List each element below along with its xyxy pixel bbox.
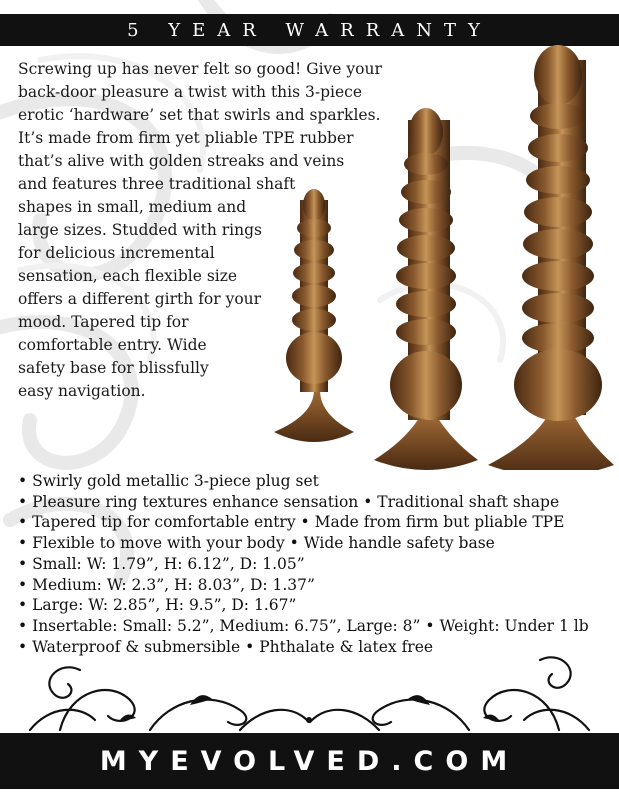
description-line: It’s made from firm yet pliable TPE rubber xyxy=(18,129,354,147)
feature-item: • Flexible to move with your body • Wide handle safety base xyxy=(18,534,495,553)
description-line: mood. Tapered tip for xyxy=(18,313,189,331)
description-line: for delicious incremental xyxy=(18,244,215,262)
description-line: Screwing up has never felt so good! Give your xyxy=(18,60,382,78)
feature-item: • Pleasure ring textures enhance sensation • Traditional shaft shape xyxy=(18,492,560,511)
feature-item: • Swirly gold metallic 3-piece plug set xyxy=(18,472,319,490)
feature-item: • Medium: W: 2.3”, H: 8.03”, D: 1.37” xyxy=(18,575,315,594)
description-line: comfortable entry. Wide xyxy=(18,336,207,354)
description-line: sensation, each flexible size xyxy=(18,267,238,285)
small-plug xyxy=(274,189,354,442)
product-image xyxy=(266,40,619,470)
description-line: offers a different girth for your xyxy=(18,290,262,308)
flourish-ornament xyxy=(0,650,619,732)
feature-item: • Large: W: 2.85”, H: 9.5”, D: 1.67” xyxy=(18,596,297,615)
medium-plug xyxy=(374,108,478,470)
description-line: erotic ‘hardware’ set that swirls and sparkles. xyxy=(18,106,381,124)
feature-item: • Small: W: 1.79”, H: 6.12”, D: 1.05” xyxy=(18,554,305,573)
warranty-banner: 5 YEAR WARRANTY xyxy=(0,14,619,46)
description-line: large sizes. Studded with rings xyxy=(18,221,262,239)
feature-item: • Insertable: Small: 5.2”, Medium: 6.75”, Large: 8” • Weight: Under 1 lb xyxy=(18,616,589,635)
description-line: shapes in small, medium and xyxy=(18,198,247,216)
feature-item: • Waterproof & submersible • Phthalate & latex free xyxy=(18,637,434,656)
feature-list xyxy=(18,471,613,657)
description-line: that’s alive with golden streaks and veins xyxy=(18,152,345,170)
website-banner: MYEVOLVED.COM xyxy=(0,733,619,789)
feature-item: • Tapered tip for comfortable entry • Made from firm but pliable TPE xyxy=(18,513,565,532)
description-line: back-door pleasure a twist with this 3-piece xyxy=(18,83,363,101)
description-line: easy navigation. xyxy=(18,382,146,400)
description-line: and features three traditional shaft xyxy=(18,175,296,193)
large-plug xyxy=(488,45,614,470)
description-line: safety base for blissfully xyxy=(18,359,209,377)
